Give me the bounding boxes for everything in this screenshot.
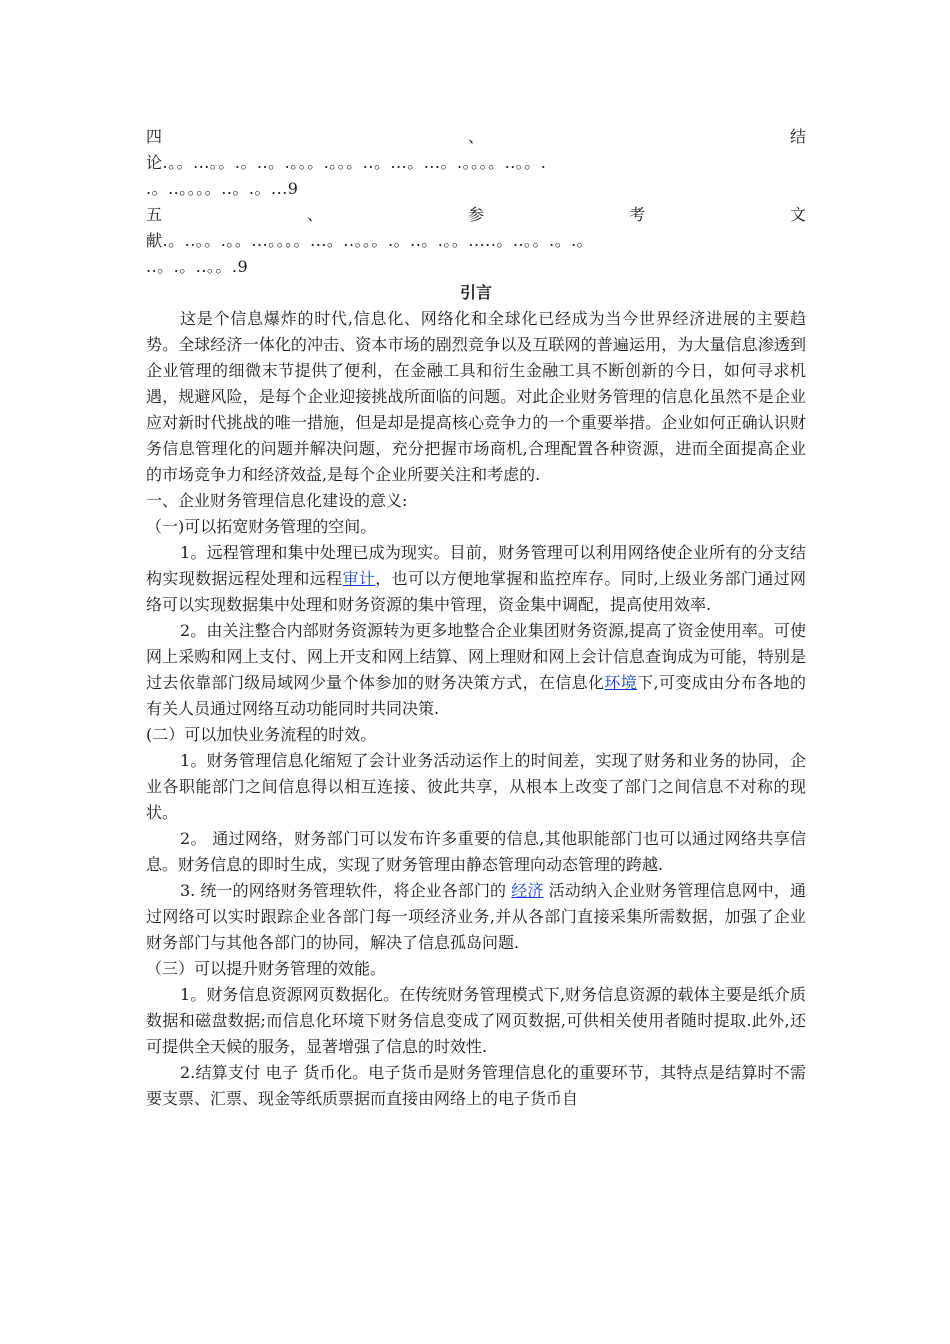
subsection-1-paragraph-1: 1。远程管理和集中处理已成为现实。目前，财务管理可以利用网络使企业所有的分支结构实现数据远程处理和远程审计，也可以方便地掌握和监控库存。同时,上级业务部门通过网络可以实现数据集中处理和财务资源的集中管理，资金集中调配，提高使用效率. bbox=[146, 543, 806, 614]
subsection-2-paragraph-2: 2。 通过网络，财务部门可以发布许多重要的信息,其他职能部门也可以通过网络共享信息。财务信息的即时生成，实现了财务管理由静态管理向动态管理的跨越. bbox=[146, 829, 806, 874]
toc-item-4-page: 9 bbox=[287, 179, 299, 198]
intro-paragraph: 这是个信息爆炸的时代,信息化、网络化和全球化已经成为当今世界经济进展的主要趋势。全球经济一体化的冲击、资本市场的剧烈竞争以及互联网的普遍运用，为大量信息渗透到企业管理的细微末节提供了便利，在金融工具和衍生金融工具不断创新的今日，如何寻求机遇，规避风险，是每个企业迎接挑战所面临的问题。对此企业财务管理的信息化虽然不是企业应对新时代挑战的唯一措施，但是却是提高核心竞争力的一个重要举措。企业如何正确认识财务信息管理化的问题并解决问题，充分把握市场商机,合理配置各种资源，进而全面提高企业的市场竞争力和经济效益,是每个企业所要关注和考虑的. bbox=[146, 309, 806, 484]
link-economy[interactable]: 经济 bbox=[511, 881, 544, 900]
toc-item-4-leader[interactable] bbox=[146, 150, 806, 176]
toc-item-4-leader-2 bbox=[146, 176, 806, 202]
toc-item-5-row bbox=[146, 202, 806, 228]
toc-item-5-char-1: 参 bbox=[467, 205, 484, 224]
toc-item-5-title-end: 献 bbox=[146, 231, 163, 250]
subsection-2-paragraph-1: 1。财务管理信息化缩短了会计业务活动运作上的时间差，实现了财务和业务的协同，企业各职能部门之间信息得以相互连接、彼此共享，从根本上改变了部门之间信息不对称的现状。 bbox=[146, 751, 806, 822]
link-environment[interactable]: 环境 bbox=[604, 673, 638, 692]
subsection-1-paragraph-2: 2。由关注整合内部财务资源转为更多地整合企业集团财务资源,提高了资金使用率。可使网上采购和网上支付、网上开支和网上结算、网上理财和网上会计信息查询成为可能，特别是过去依靠部门级局域网少量个体参加的财务决策方式，在信息化环境下,可变成由分布各地的有关人员通过网络互动功能同时共同决策. bbox=[146, 621, 806, 718]
toc-item-5-number: 五 bbox=[146, 205, 163, 224]
subsection-1-title: （一)可以拓宽财务管理的空间。 bbox=[146, 517, 377, 536]
toc-item-5-page: 9 bbox=[237, 257, 249, 276]
subsection-2-paragraph-3: 3. 统一的网络财务管理软件，将企业各部门的 经济 活动纳入企业财务管理信息网中，通过网络可以实时跟踪企业各部门每一项经济业务,并从各部门直接采集所需数据，加强了企业财务部门与其他各部门的协同，解决了信息孤岛问题. bbox=[146, 881, 806, 952]
toc-item-4-number: 四 bbox=[146, 127, 163, 146]
link-audit[interactable]: 审计 bbox=[342, 569, 376, 588]
document-page bbox=[146, 124, 806, 1112]
toc-item-4-row bbox=[146, 124, 806, 150]
section-1-title: 一、企业财务管理信息化建设的意义: bbox=[146, 491, 408, 510]
toc-item-5-leader-2 bbox=[146, 254, 806, 280]
toc-item-5-dots-2: ..。.。..。。. bbox=[146, 257, 238, 276]
toc-item-5-separator: 、 bbox=[306, 205, 323, 224]
toc-item-5-char-2: 考 bbox=[628, 205, 645, 224]
toc-item-4-dots: .。。...。。.。..。.。。。.。。。..。...。...。.。。。。..。。. bbox=[162, 153, 547, 172]
toc-item-4-title-end: 论 bbox=[146, 153, 163, 172]
section-heading-introduction: 引言 bbox=[459, 283, 492, 302]
toc-item-5-dots: .。..。。.。。...。。。。...。..。。。.。..。.。。.....。..。。.。.。 bbox=[162, 231, 594, 250]
subsection-2-title: (二）可以加快业务流程的时效。 bbox=[146, 725, 377, 744]
toc-item-4-title-start: 结 bbox=[789, 127, 806, 146]
subsection-3-paragraph-2: 2.结算支付 电子 货币化。电子货币是财务管理信息化的重要环节，其特点是结算时不需要支票、汇票、现金等纸质票据而直接由网络上的电子货币自 bbox=[146, 1063, 806, 1108]
toc-item-5-leader[interactable] bbox=[146, 228, 806, 254]
subsection-3-paragraph-1: 1。财务信息资源网页数据化。在传统财务管理模式下,财务信息资源的载体主要是纸介质数据和磁盘数据;而信息化环境下财务信息变成了网页数据,可供相关使用者随时提取.此外,还可提供全天候的服务，显著增强了信息的时效性. bbox=[146, 985, 806, 1056]
toc-item-5-char-3: 文 bbox=[789, 205, 806, 224]
subsection-3-title: （三）可以提升财务管理的效能。 bbox=[146, 959, 387, 978]
toc-item-4-separator: 、 bbox=[467, 127, 484, 146]
toc-item-4-dots-2: .。..。。。。..。.。... bbox=[146, 179, 288, 198]
